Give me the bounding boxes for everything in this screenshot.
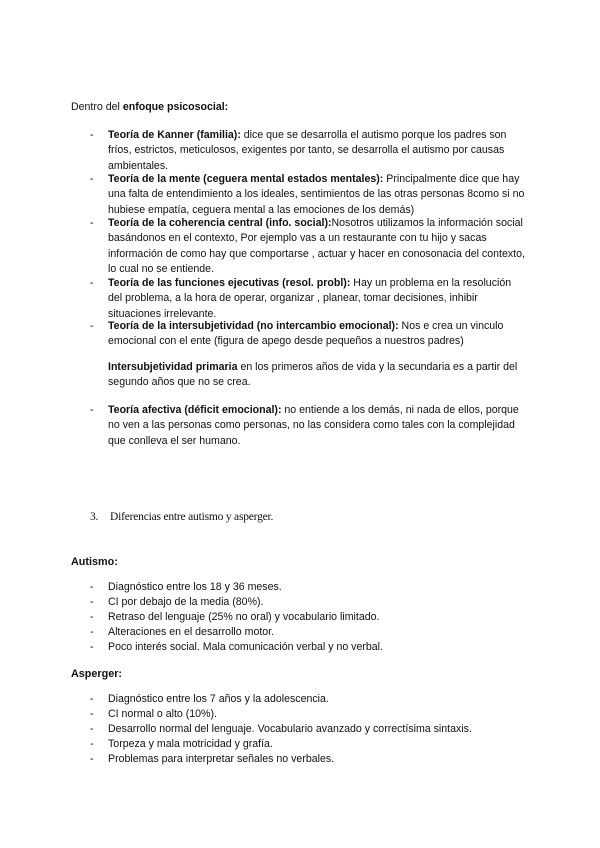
theory-title: Teoría de la coherencia central (info. social): <box>108 217 332 229</box>
list-item: Diagnóstico entre los 18 y 36 meses. <box>108 581 282 593</box>
autismo-heading: Autismo: <box>71 556 118 568</box>
theory-title: Teoría de la intersubjetividad (no intercambio emocional): <box>108 320 399 332</box>
list-item: Torpeza y mala motricidad y grafía. <box>108 738 273 750</box>
theory-intersubjectivity <box>108 319 528 350</box>
bullet-dash: - <box>90 596 94 608</box>
bullet-dash: - <box>90 404 94 416</box>
theory-affective <box>108 403 528 449</box>
bullet-dash: - <box>90 581 94 593</box>
section-heading <box>90 511 273 523</box>
theory-title: Teoría afectiva (déficit emocional): <box>108 404 282 416</box>
bullet-dash: - <box>90 738 94 750</box>
bullet-dash: - <box>90 626 94 638</box>
bullet-dash: - <box>90 173 94 185</box>
intro-prefix: Dentro del <box>71 101 123 113</box>
bullet-dash: - <box>90 693 94 705</box>
bullet-dash: - <box>90 277 94 289</box>
bullet-dash: - <box>90 611 94 623</box>
theory-text: dice que se desarrolla el autismo porque los padres son fríos, estrictos, meticulosos, exigentes por tanto, se desarrolla el autismo por causas ambientales. <box>108 129 507 172</box>
theory-executive <box>108 276 528 322</box>
theory-text: Hay un problema en la resolución del problema, a la hora de operar, organizar , planear, tomar decisiones, inhibir situaciones irrelevante. <box>108 277 512 320</box>
list-item: Retraso del lenguaje (25% no oral) y vocabulario limitado. <box>108 611 380 623</box>
section-title: Diferencias entre autismo y asperger. <box>110 511 274 523</box>
theory-coherence <box>108 216 528 278</box>
theory-title: Teoría de Kanner (familia): <box>108 129 241 141</box>
list-item: Diagnóstico entre los 7 años y la adolescencia. <box>108 693 329 705</box>
list-item: Desarrollo normal del lenguaje. Vocabulario avanzado y correctísima sintaxis. <box>108 723 472 735</box>
intersubjectivity-note <box>108 360 528 391</box>
bullet-dash: - <box>90 708 94 720</box>
bullet-dash: - <box>90 723 94 735</box>
asperger-heading: Asperger: <box>71 668 123 680</box>
bullet-dash: - <box>90 320 94 332</box>
bullet-dash: - <box>90 753 94 765</box>
theory-title: Teoría de las funciones ejecutivas (resol. probl): <box>108 277 351 289</box>
intro-line <box>71 100 228 114</box>
list-item: Poco interés social. Mala comunicación verbal y no verbal. <box>108 641 383 653</box>
theory-title: Teoría de la mente (ceguera mental estados mentales): <box>108 173 384 185</box>
bullet-dash: - <box>90 129 94 141</box>
intro-bold: enfoque psicosocial: <box>122 101 229 113</box>
bullet-dash: - <box>90 217 94 229</box>
list-item: CI normal o alto (10%). <box>108 708 217 720</box>
list-item: Alteraciones en el desarrollo motor. <box>108 626 275 638</box>
section-number: 3. <box>90 511 99 523</box>
theory-text: Principalmente dice que hay una falta de entendimiento a los ideales, sentimientos de las otras personas 8como si no hubiese empatía, ceguera mental a las emociones de los demás) <box>108 173 525 216</box>
intersub-bold: Intersubjetividad primaria <box>108 361 238 373</box>
theory-mind <box>108 172 528 218</box>
theory-text: Nosotros utilizamos la información social basándonos en el contexto, Por ejemplo vas a un restaurante con tu hijo y sacas información de como hay que comportarse , actuar y hacer en conosonacia del contexto, lo cual no se entiende. <box>108 217 525 276</box>
list-item: CI por debajo de la media (80%). <box>108 596 264 608</box>
bullet-dash: - <box>90 641 94 653</box>
theory-text: Nos e crea un vinculo emocional con el ente (figura de apego desde pequeños a nuestros padres) <box>108 320 504 348</box>
list-item: Problemas para interpretar señales no verbales. <box>108 753 335 765</box>
theory-text: no entiende a los demás, ni nada de ellos, porque no ven a las personas como personas, no las considera como tales con la complejidad que conlleva el ser humano. <box>108 404 519 447</box>
intersub-text: en los primeros años de vida y la secundaria es a partir del segundo años que no se crea. <box>108 361 518 389</box>
theory-kanner <box>108 128 528 174</box>
